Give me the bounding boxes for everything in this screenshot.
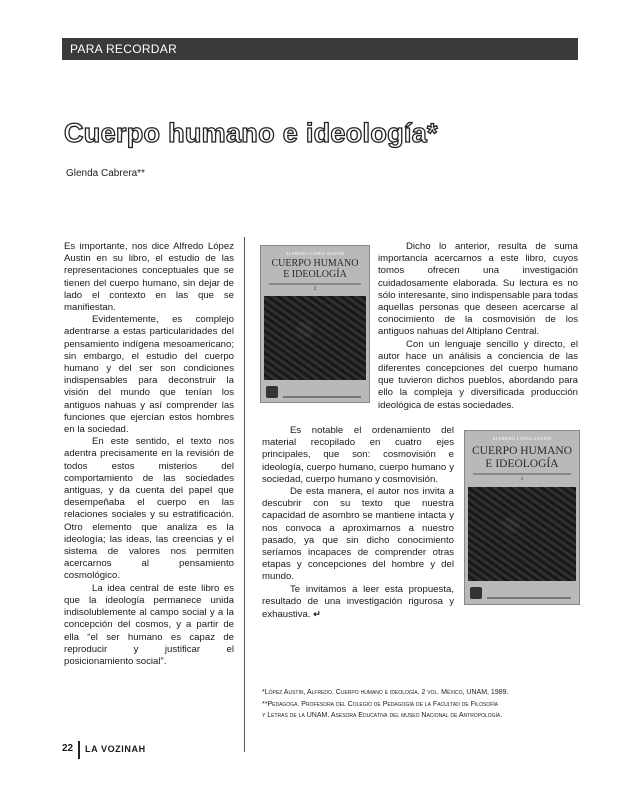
book-cover-volume: 2: [313, 287, 317, 292]
book-cover-illustration: [468, 487, 576, 581]
book-cover-illustration: [264, 296, 366, 380]
magazine-name: LA VOZINAH: [85, 744, 146, 754]
book-cover-title-2: E IDEOLOGÍA: [485, 458, 559, 470]
book-cover-subtitle-line: [473, 473, 571, 475]
column-divider: [244, 237, 245, 752]
paragraph: De esta manera, el autor nos invita a descubrir con su texto que nuestra capacidad de asombro se mantiene intacta y nos convoca a aproximarnos a nuestro pasado, ya que sin dicho conocimiento seríamos incapaces de comprender otras etapas y concepciones del hombre y del mundo.: [262, 486, 454, 583]
paragraph: En este sentido, el texto nos adentra precisamente en la revisión de todos estos misterios del comportamiento de las sociedades antiguas, y da cuenta del papel que desempeñaba el cuerpo en las relaciones sociales y su estratificación. Otro elemento que analiza es la ideología; las ideas, las creencias y el sistema de valores nos permiten acercarnos al pensamiento cosmológico.: [64, 436, 234, 582]
book-cover-title-2: E IDEOLOGÍA: [283, 269, 347, 280]
page-number: 22: [62, 743, 74, 754]
paragraph-text: Te invitamos a leer esta propuesta, resultado de una investigación rigurosa y exhaustiva.: [262, 583, 454, 621]
left-column: [64, 241, 234, 668]
book-cover-title-1: CUERPO HUMANO: [472, 445, 572, 457]
paragraph: Evidentemente, es complejo adentrarse a estas particularidades del pensamiento indígena mesoamericano; sin embargo, el estudio del cuerpo humano y del ser son condiciones indispensables para deconstruir la visión del mundo que tenían los antiguos nahuas y así comprender las funciones que ejercían estos hombres en la sociedad.: [64, 314, 234, 436]
unam-logo-icon: [470, 587, 482, 599]
footer-divider: [78, 741, 80, 759]
paragraph: Es importante, nos dice Alfredo López Austin en su libro, el estudio de las representaciones conceptuales que se tienen del cuerpo humano, sin dejar de lado el contexto en las que se manifiestan.: [64, 241, 234, 314]
footnote: **Pedagoga. Profesora del Colegio de Pedagogía de la Facultad de Filosofía: [262, 700, 498, 708]
footnote: *López Austin, Alfredo. Cuerpo humano e ideología. 2 vol. México, UNAM, 1989.: [262, 689, 509, 696]
book-cover-title-1: CUERPO HUMANO: [271, 258, 359, 269]
book-cover-image: [464, 430, 580, 605]
paragraph: Es notable el ordenamiento del material recopilado en cuatro ejes principales, que son: cosmovisión e ideología, cuerpo humano, cuerpo humano y sociedad, cuerpo humano y cosmovisión.: [262, 425, 454, 485]
right-column-middle: [262, 425, 454, 621]
article-title: Cuerpo humano e ideología*: [64, 118, 438, 148]
footnotes: [262, 687, 582, 722]
paragraph: La idea central de este libro es que la ideología permanece unida indisolublemente al campo social y a la concepción del cosmos, y a partir de ella “el ser humano es capaz de reproducir y justificar el posicionamiento social”.: [64, 582, 234, 667]
footnote: y Letras de la UNAM. Asesora Educativa del museo Nacional de Antropología.: [262, 712, 503, 719]
end-mark-icon: ↵: [313, 609, 321, 620]
article-author: Glenda Cabrera**: [66, 168, 145, 179]
book-cover-image: [260, 245, 370, 403]
paragraph: Con un lenguaje sencillo y directo, el autor hace un análisis a conciencia de las diferentes concepciones del cuerpo humano que tuvieron dichos pueblos, abordando para ello la compleja y diversificada producción ideológica de estas sociedades.: [378, 338, 578, 411]
book-cover-volume: 1: [520, 477, 524, 482]
book-cover-author: ALFREDO LÓPEZ AUSTIN: [492, 436, 552, 441]
book-cover-subtitle-line: [269, 283, 361, 285]
unam-logo-icon: [266, 386, 278, 398]
book-cover-publisher-line: [283, 396, 361, 398]
right-column-top: [378, 241, 578, 412]
section-header: PARA RECORDAR: [62, 38, 578, 60]
paragraph: Dicho lo anterior, resulta de suma importancia acercarnos a este libro, cuyos tomos ofrecen una investigación cuidadosamente elaborada. Su lectura es no sólo interesante, sino indispensable para todas aquellas personas que deseen acercarse al conocimiento de la cosmovisión de los antiguos nahuas del Altiplano Central.: [378, 241, 579, 338]
book-cover-publisher-line: [487, 597, 571, 599]
book-cover-author: ALFREDO LÓPEZ AUSTIN: [285, 251, 345, 256]
paragraph: [262, 584, 454, 622]
